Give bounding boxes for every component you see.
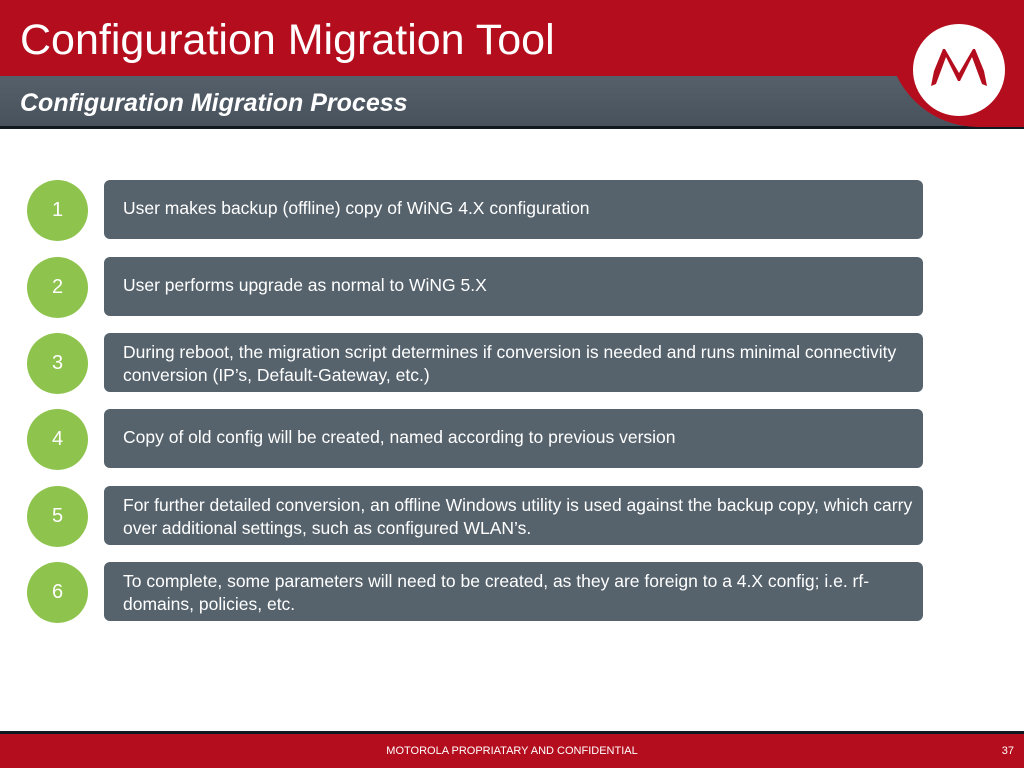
step-number-6: 6 (27, 562, 88, 623)
step-box-1: User makes backup (offline) copy of WiNG 4.X configuration (104, 180, 923, 239)
page-number: 37 (1001, 745, 1014, 757)
motorola-logo-icon (913, 24, 1005, 116)
slide-subtitle: Configuration Migration Process (20, 89, 408, 117)
slide-title: Configuration Migration Tool (20, 16, 555, 64)
step-number-4: 4 (27, 409, 88, 470)
step-number-3: 3 (27, 333, 88, 394)
step-box-5: For further detailed conversion, an offline Windows utility is used against the backup copy, which carry over additional settings, such as configured WLAN’s. (104, 486, 923, 545)
footer-confidential-text: MOTOROLA PROPRIATARY AND CONFIDENTIAL (386, 745, 638, 757)
step-box-3: During reboot, the migration script determines if conversion is needed and runs minimal connectivity conversion (IP’s, Default-Gateway, etc.) (104, 333, 923, 392)
step-box-2: User performs upgrade as normal to WiNG 5.X (104, 257, 923, 316)
step-number-5: 5 (27, 486, 88, 547)
step-box-6: To complete, some parameters will need to be created, as they are foreign to a 4.X config; i.e. rf-domains, policies, etc. (104, 562, 923, 621)
step-box-4: Copy of old config will be created, named according to previous version (104, 409, 923, 468)
step-number-1: 1 (27, 180, 88, 241)
step-number-2: 2 (27, 257, 88, 318)
header-divider (0, 126, 1024, 129)
